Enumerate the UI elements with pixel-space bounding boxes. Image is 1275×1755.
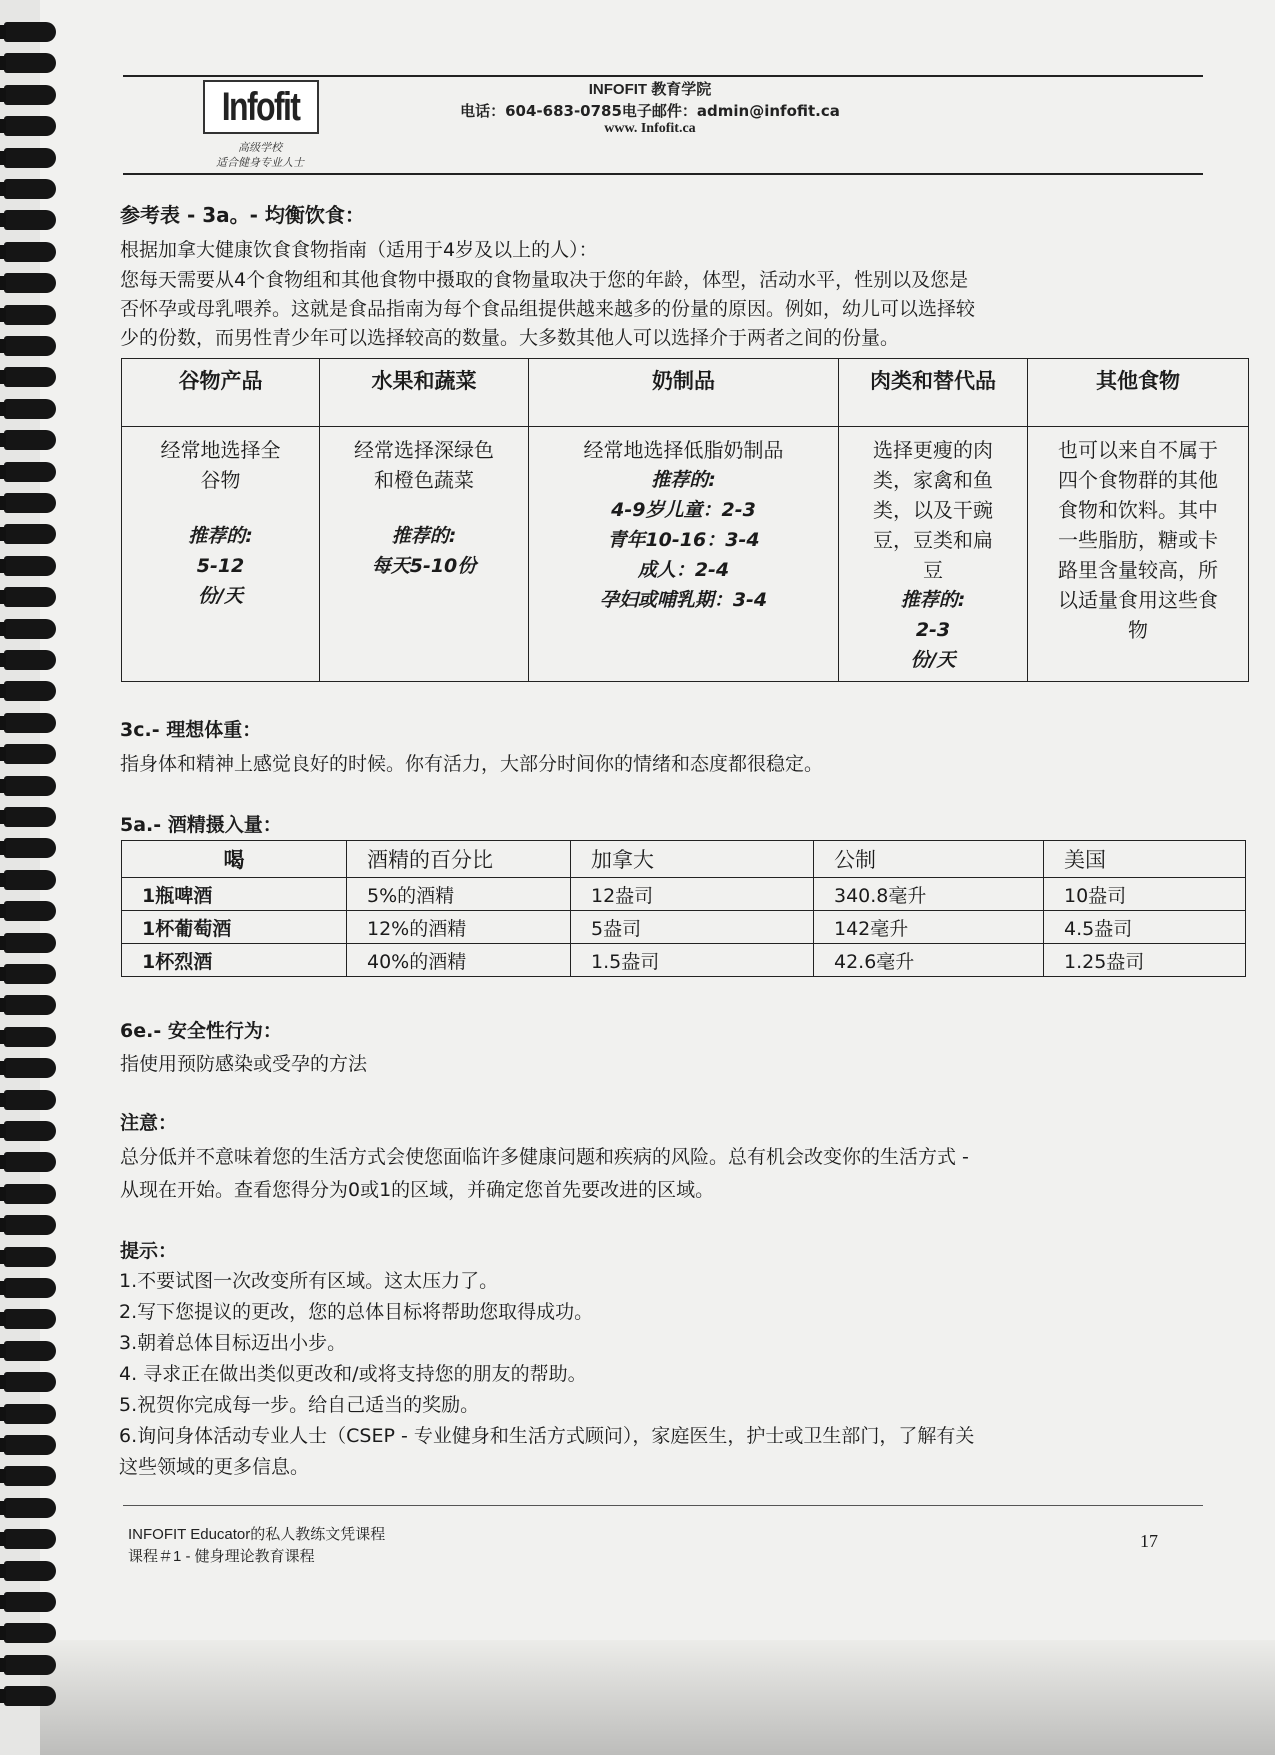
dairy-youth: 青年10-16：3-4 xyxy=(607,529,760,551)
logo-subtitle-1: 高级学校 xyxy=(238,141,282,154)
other-text: 物 xyxy=(1128,618,1148,642)
veg-text: 经常选择深绿色 xyxy=(354,438,494,462)
other-text: 四个食物群的其他 xyxy=(1058,468,1218,492)
alcohol-table xyxy=(121,840,1246,977)
footer-course: INFOFIT Educator的私人教练文凭课程 xyxy=(128,1526,386,1543)
food-guide-table xyxy=(121,358,1249,682)
paragraph-line: 您每天需要从4个食物组和其他食物中摄取的食物量取决于您的年龄，体型，活动水平，性别以及您是 xyxy=(120,269,969,291)
section-5a-title: 5a.- 酒精摄入量： xyxy=(120,814,282,836)
section-6e-text: 指使用预防感染或受孕的方法 xyxy=(120,1053,368,1075)
note-line: 总分低并不意味着您的生活方式会使您面临许多健康问题和疾病的风险。总有机会改变你的生活方式 - xyxy=(120,1146,969,1168)
grain-text: 经常地选择全 xyxy=(160,438,281,462)
veg-text: 和橙色蔬菜 xyxy=(374,468,474,492)
meat-text: 类，家禽和鱼 xyxy=(873,468,993,492)
section-6e-title: 6e.- 安全性行为： xyxy=(120,1020,282,1042)
header-percent: 酒精的百分比 xyxy=(347,841,571,878)
food-table-header xyxy=(122,359,1249,427)
grain-cell xyxy=(122,427,320,682)
list-item: 3.朝着总体目标迈出小步。 xyxy=(119,1332,347,1354)
page-number: 17 xyxy=(1140,1531,1158,1551)
other-text: 路里含量较高，所 xyxy=(1058,558,1218,582)
meat-text: 豆，豆类和扁 xyxy=(873,528,993,552)
header-drink: 喝 xyxy=(122,841,347,878)
infofit-logo xyxy=(203,80,319,134)
alcohol-percent: 5%的酒精 xyxy=(347,878,571,911)
meat-text: 选择更瘦的肉 xyxy=(873,438,993,462)
list-item: 6.询问身体活动专业人士（CSEP - 专业健身和生活方式顾问），家庭医生，护士或卫生部门，了解有关 xyxy=(119,1425,975,1447)
header-veg: 水果和蔬菜 xyxy=(320,359,529,427)
alcohol-percent: 40%的酒精 xyxy=(347,944,571,977)
note-line: 从现在开始。查看您得分为0或1的区域，并确定您首先要改进的区域。 xyxy=(120,1179,715,1201)
table-row xyxy=(122,911,1246,944)
canada-amount: 5盎司 xyxy=(571,911,814,944)
metric-amount: 42.6毫升 xyxy=(814,944,1044,977)
meat-recommended: 推荐的: xyxy=(900,589,966,611)
header-other: 其他食物 xyxy=(1028,359,1249,427)
org-name: INFOFIT 教育学院 xyxy=(588,81,712,98)
table-row xyxy=(122,878,1246,911)
metric-amount: 340.8毫升 xyxy=(814,878,1044,911)
header-metric: 公制 xyxy=(814,841,1044,878)
other-cell xyxy=(1028,427,1249,682)
usa-amount: 10盎司 xyxy=(1044,878,1246,911)
tips-list xyxy=(119,1266,1254,1483)
alcohol-table-header xyxy=(122,841,1246,878)
canada-amount: 1.5盎司 xyxy=(571,944,814,977)
tips-title: 提示： xyxy=(120,1240,178,1262)
dairy-children: 4-9岁儿童：2-3 xyxy=(611,499,756,521)
header-usa: 美国 xyxy=(1044,841,1246,878)
food-table-row xyxy=(122,427,1249,682)
veg-cell xyxy=(320,427,529,682)
paragraph-line: 少的份数，而男性青少年可以选择较高的数量。大多数其他人可以选择介于两者之间的份量。 xyxy=(120,327,900,349)
other-text: 一些脂肪，糖或卡 xyxy=(1058,528,1218,552)
header-meat: 肉类和替代品 xyxy=(839,359,1028,427)
header-top-rule xyxy=(123,75,1203,77)
section-3a-title: 参考表 - 3a。- 均衡饮食： xyxy=(120,203,365,227)
section-3a-paragraph xyxy=(120,266,1255,353)
veg-recommended: 推荐的: xyxy=(391,525,457,547)
section-3a-subtitle: 根据加拿大健康饮食食物指南（适用于4岁及以上的人）： xyxy=(120,239,598,261)
other-text: 也可以来自不属于 xyxy=(1058,438,1218,462)
drink-name: 1瓶啤酒 xyxy=(122,878,347,911)
meat-text: 类，以及干豌 xyxy=(873,498,993,522)
usa-amount: 4.5盎司 xyxy=(1044,911,1246,944)
list-item: 5.祝贺你完成每一步。给自己适当的奖励。 xyxy=(119,1394,480,1416)
dairy-text: 经常地选择低脂奶制品 xyxy=(583,438,784,462)
meat-unit: 份/天 xyxy=(910,649,956,671)
dairy-recommended: 推荐的: xyxy=(651,469,716,491)
footer-subtitle: 课程＃1 - 健身理论教育课程 xyxy=(128,1548,315,1565)
grain-text: 谷物 xyxy=(200,468,241,492)
table-row xyxy=(122,944,1246,977)
header-grain: 谷物产品 xyxy=(122,359,320,427)
meat-text: 豆 xyxy=(923,558,943,582)
logo-subtitle-2: 适合健身专业人士 xyxy=(216,156,304,169)
header-dairy: 奶制品 xyxy=(529,359,839,427)
drink-name: 1杯烈酒 xyxy=(122,944,347,977)
website: www. Infofit.ca xyxy=(604,121,696,136)
veg-servings: 每天5-10份 xyxy=(371,555,477,577)
section-3c-text: 指身体和精神上感觉良好的时候。你有活力，大部分时间你的情绪和态度都很稳定。 xyxy=(120,753,824,775)
logo-text: Infofit xyxy=(222,84,300,129)
usa-amount: 1.25盎司 xyxy=(1044,944,1246,977)
grain-unit: 份/天 xyxy=(198,585,243,607)
header-bottom-rule xyxy=(123,173,1203,175)
grain-servings: 5-12 xyxy=(196,555,245,577)
list-item: 4. 寻求正在做出类似更改和/或将支持您的朋友的帮助。 xyxy=(119,1363,587,1385)
footer-rule xyxy=(123,1505,1203,1506)
metric-amount: 142毫升 xyxy=(814,911,1044,944)
dairy-cell xyxy=(529,427,839,682)
list-item-continuation: 这些领域的更多信息。 xyxy=(119,1456,310,1478)
dairy-pregnant: 孕妇或哺乳期：3-4 xyxy=(599,589,768,611)
grain-recommended: 推荐的: xyxy=(188,525,253,547)
drink-name: 1杯葡萄酒 xyxy=(122,911,347,944)
dairy-adults: 成人：2-4 xyxy=(637,559,730,581)
note-title: 注意： xyxy=(120,1112,178,1134)
paragraph-line: 否怀孕或母乳喂养。这就是食品指南为每个食品组提供越来越多的份量的原因。例如，幼儿可以选择较 xyxy=(120,298,976,320)
section-3c-title: 3c.- 理想体重： xyxy=(120,719,262,741)
list-item: 2.写下您提议的更改，您的总体目标将帮助您取得成功。 xyxy=(119,1301,594,1323)
contact-line: 电话：604-683-0785电子邮件：admin@infofit.ca xyxy=(460,102,840,120)
other-text: 以适量食用这些食 xyxy=(1058,588,1218,612)
meat-servings: 2-3 xyxy=(915,619,951,641)
meat-cell xyxy=(839,427,1028,682)
list-item: 1.不要试图一次改变所有区域。这太压力了。 xyxy=(119,1270,499,1292)
canada-amount: 12盎司 xyxy=(571,878,814,911)
header-canada: 加拿大 xyxy=(571,841,814,878)
other-text: 食物和饮料。其中 xyxy=(1058,498,1218,522)
alcohol-percent: 12%的酒精 xyxy=(347,911,571,944)
